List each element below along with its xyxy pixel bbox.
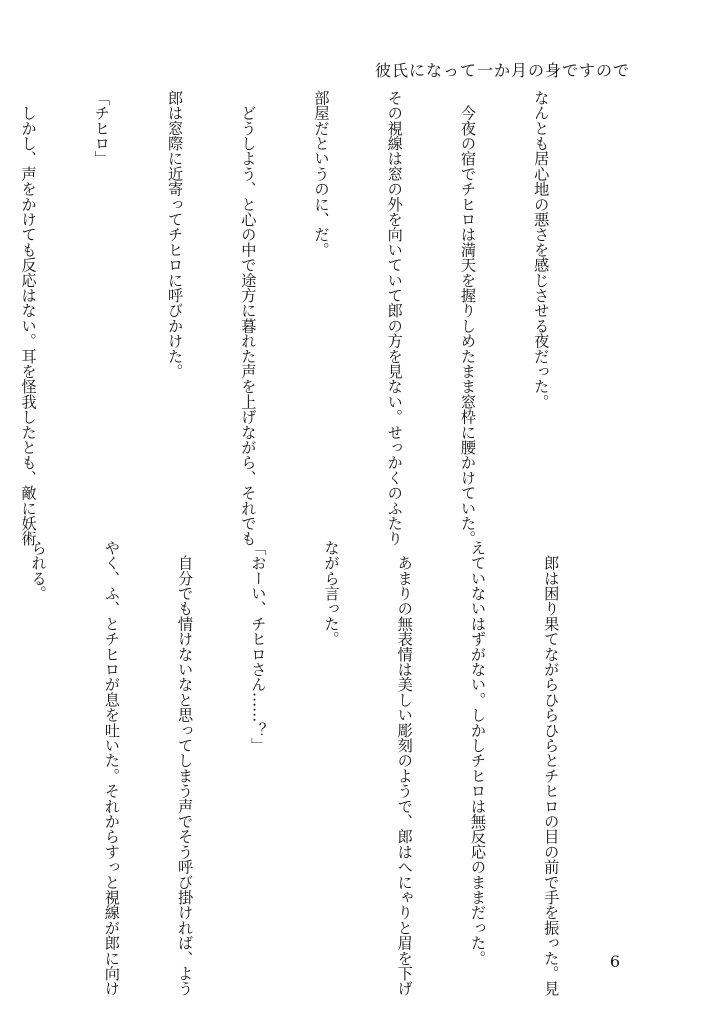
text-block-top <box>19 90 602 546</box>
text-line: 部屋だというのに、だ。 <box>312 90 331 258</box>
text-line: あまりの無表情は美しい彫刻のようで、郎はへにゃりと眉を下げ <box>395 540 414 996</box>
text-line: 郎は窓際に近寄ってチヒロに呼びかけた。 <box>166 90 185 379</box>
text-line: 今夜の宿でチヒロは満天を握りしめたまま窓枠に腰かけていた。 <box>458 90 477 546</box>
text-line: その視線は窓の外を向いていて郎の方を見ない。せっかくのふたり <box>385 90 404 546</box>
text-line: なんとも居心地の悪さを感じさせる夜だった。 <box>532 90 551 410</box>
text-line: どうしよう、と心の中で途方に暮れた声を上げながら、それでも <box>239 90 258 546</box>
text-line: 「チヒロ」 <box>92 90 111 166</box>
text-block-bottom <box>29 540 612 996</box>
text-line: えていないはずがない。しかしチヒロは無反応のままだった。 <box>468 540 487 966</box>
text-line: 自分でも情けないなと思ってしまう声でそう呼び掛ければ、よう <box>176 540 195 996</box>
text-line: 「おーい、チヒロさん……？」 <box>249 540 268 753</box>
text-line: ながら言った。 <box>322 540 341 647</box>
running-header: 彼氏になって一か月の身ですので <box>374 61 630 80</box>
text-line: 郎は困り果てながらひらひらとチヒロの目の前で手を振った。見 <box>542 540 561 996</box>
text-line: られる。 <box>29 540 48 601</box>
page-number: 6 <box>609 952 620 971</box>
text-line: やく、ふ、とチヒロが息を吐いた。それからすっと視線が郎に向け <box>102 540 121 996</box>
text-line: しかし、声をかけても反応はない。耳を怪我したとも、敵に妖術 <box>19 90 38 546</box>
